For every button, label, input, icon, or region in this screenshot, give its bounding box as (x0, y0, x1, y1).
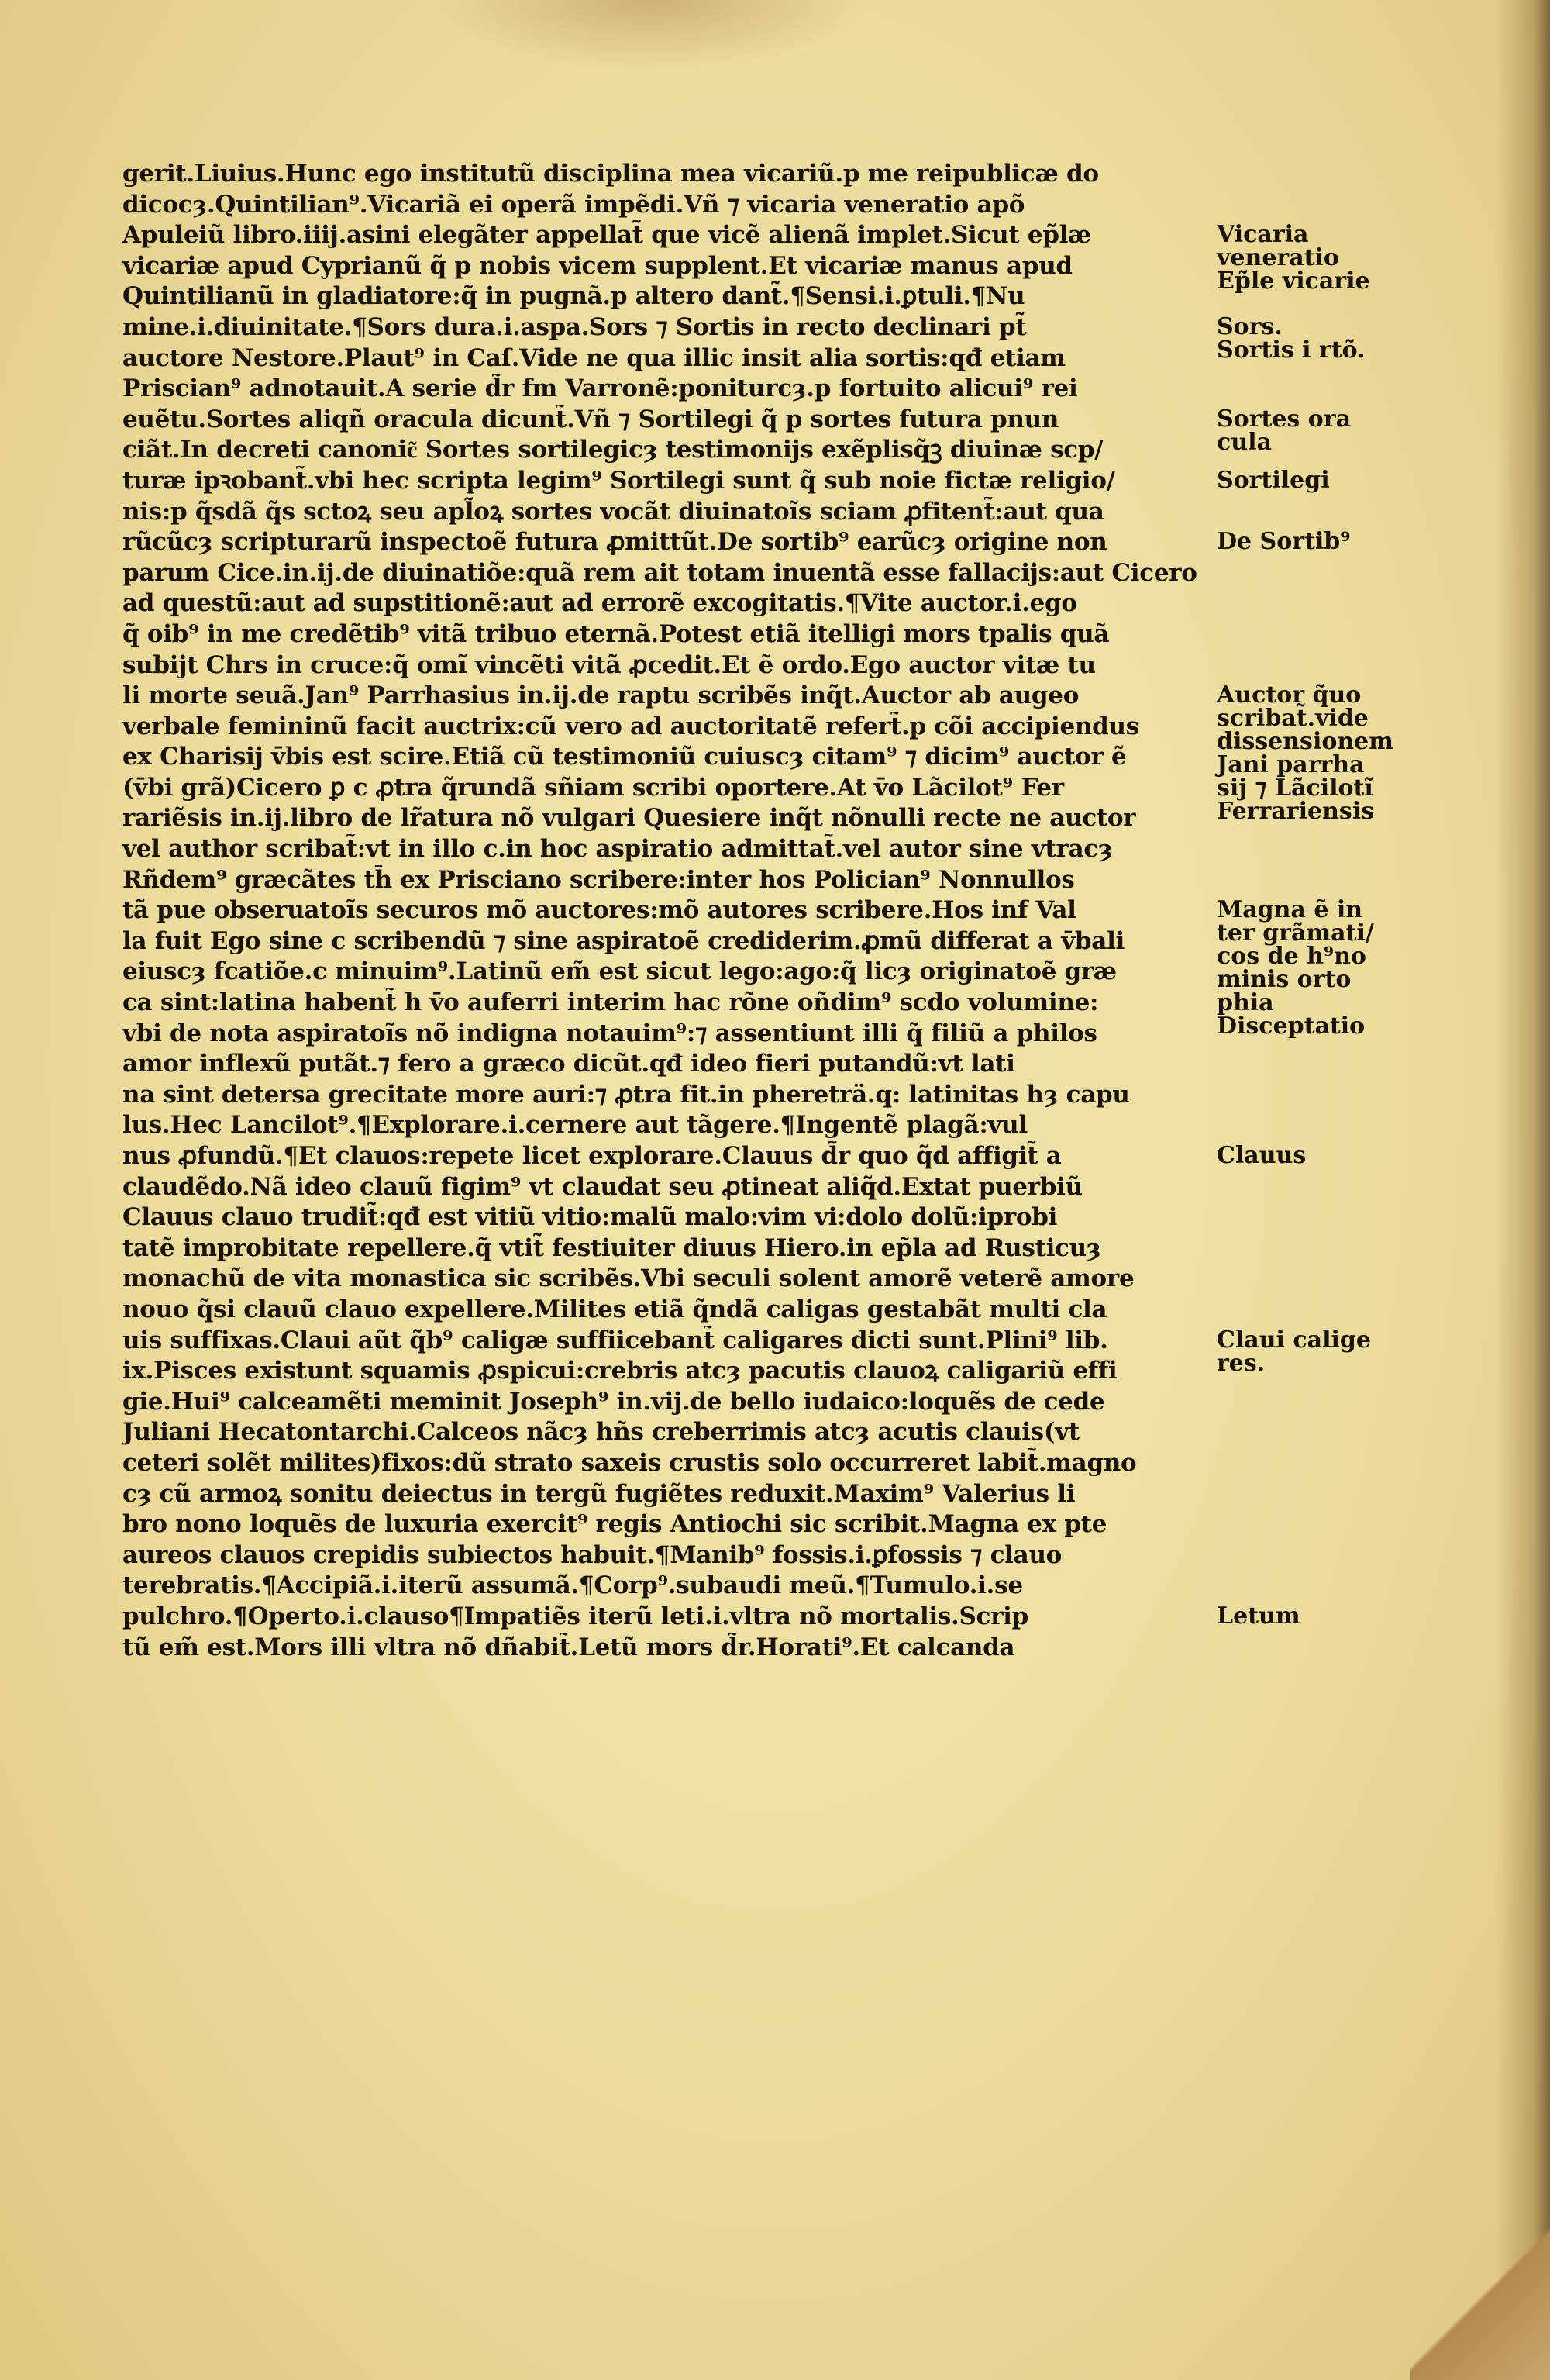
text-line: tũ em̃ est.Mors illi vltra nõ dñabit̃.Letũ mors d̃r.Horati⁹.Et calcanda (122, 1633, 1015, 1661)
text-line: tatẽ improbitate repellere.q̃ vtit̃ festiuiter diuus Hiero.in ep̃la ad Rusticuȝ (122, 1233, 1101, 1262)
text-line: Juliani Hecatontarchi.Calceos nãcȝ hñs creberrimis atcȝ acutis clauis(vt (122, 1418, 1080, 1447)
text-line: ceteri solẽt milites)fixos:dũ strato saxeis crustis solo occurreret labit̃.magno (122, 1448, 1137, 1477)
margin-note: Magna ẽ in ter grãmati/ cos de h⁹no minis orto phia Disceptatio (1217, 896, 1374, 1040)
text-line: q̃ oib⁹ in me credẽtib⁹ vitã tribuo eternã.Potest etiã itelligi mors tpalis quã (122, 619, 1110, 648)
text-line: gie.Hui⁹ calceamẽti meminit Joseph⁹ in.vij.de bello iudaico:loquẽs de cede (122, 1387, 1105, 1416)
text-line: tã pue obseruatoĩs securos mõ auctores:mõ autores scribere.Hos inf Val (122, 896, 1076, 925)
text-line: Priscian⁹ adnotauit.A serie d̃r fm Varronẽ:poniturcȝ.p fortuito alicui⁹ rei (122, 374, 1078, 403)
text-line: aureos clauos crepidis subiectos habuit.¶Manib⁹ fossis.i.ꝑfossis ⁊ clauo (122, 1540, 1063, 1569)
margin-note: Letum (1217, 1602, 1300, 1630)
text-line: mine.i.diuinitate.¶Sors dura.i.aspa.Sors ⁊ Sortis in recto declinari pt̃ (122, 312, 1027, 341)
text-line: cȝ cũ armoꝝ sonitu deiectus in tergũ fugiẽtes reduxit.Maxim⁹ Valerius li (122, 1479, 1076, 1508)
torn-corner (1410, 2225, 1550, 2380)
text-line: (v̄bi grã)Cicero ꝑ c ꝓtra q̃rundã sñiam scribi oportere.At v̄o Lãcilot⁹ Fer (122, 773, 1064, 802)
margin-note: Sortilegi (1217, 467, 1330, 494)
text-line: pulchro.¶Operto.i.clauso¶Impatiẽs iterũ leti.i.vltra nõ mortalis.Scrip (122, 1602, 1029, 1630)
text-line: amor inflexũ putãt.⁊ fero a græco dicũt.qđ ideo fieri putandũ:vt lati (122, 1050, 1015, 1078)
margin-note: Claui calige res. (1217, 1326, 1371, 1377)
text-line: nus ꝓfundũ.¶Et clauos:repete licet explorare.Clauus d̃r quo q̃d affigit̃ a (122, 1142, 1062, 1170)
text-line: Apuleiũ libro.iiij.asini elegãter appellat̃ que vicẽ alienã implet.Sicut ep̃læ (122, 221, 1092, 250)
text-line: nis:p q̃sdã q̃s sctoꝝ seu apl̃oꝝ sortes vocãt diuinatoĩs sciam ꝓfitent̃:aut qua (122, 497, 1104, 526)
text-line: turæ ipꝛobant̃.vbi hec scripta legim⁹ Sortilegi sunt q̃ sub noie fictæ religio/ (122, 466, 1115, 495)
margin-note: Clauus (1217, 1142, 1307, 1170)
margin-note: Sors. Sortis i rtõ. (1217, 313, 1366, 364)
text-line: euẽtu.Sortes aliqñ oracula dicunt̃.Vñ ⁊ Sortilegi q̃ p sortes futura pnun (122, 405, 1059, 433)
text-line: subijt Chrs in cruce:q̃ omĩ vincẽti vitã ꝓcedit.Et ẽ ordo.Ego auctor vitæ tu (122, 650, 1096, 679)
text-line: Clauus clauo trudit̃:qđ est vitiũ vitio:malũ malo:vim vi:dolo dolũ:iprobi (122, 1203, 1058, 1232)
text-line: la fuit Ego sine c scribendũ ⁊ sine aspiratoẽ crediderim.ꝓmũ differat a v̄bali (122, 926, 1125, 955)
text-line: parum Cice.in.ij.de diuinatiõe:quã rem ait totam inuentã esse fallacijs:aut Cicero (122, 558, 1197, 587)
text-line: vel author scribat̃:vt in illo c.in hoc aspiratio admittat̃.vel autor sine vtracȝ (122, 835, 1113, 864)
text-line: monachũ de vita monastica sic scribẽs.Vbi seculi solent amorẽ veterẽ amore (122, 1264, 1135, 1293)
text-line: verbale femininũ facit auctrix:cũ vero ad auctoritatẽ refert̃.p cõi accipiendus (122, 712, 1139, 740)
text-line: eiuscȝ fcatiõe.c minuim⁹.Latinũ em̃ est sicut lego:ago:q̃ licȝ originatoẽ græ (122, 957, 1117, 986)
text-line: bro nono loquẽs de luxuria exercit⁹ regis Antiochi sic scribit.Magna ex pte (122, 1510, 1107, 1539)
text-line: vbi de nota aspiratoĩs nõ indigna notauim⁹:⁊ assentiunt illi q̃ filiũ a philos (122, 1019, 1097, 1047)
margin-note: Sortes ora cula (1217, 405, 1352, 456)
page-stain (434, 0, 868, 70)
text-line: rariẽsis in.ij.libro de lr̃atura nõ vulgari Quesiere inq̃t nõnulli recte ne auctor (122, 804, 1136, 833)
text-line: uis suffixas.Claui aũt q̃b⁹ caligæ suffiicebant̃ caligares dicti sunt.Plini⁹ lib. (122, 1326, 1108, 1354)
text-line: lus.Hec Lancilot⁹.¶Explorare.i.cernere aut tãgere.¶Ingentẽ plagã:vul (122, 1111, 1028, 1140)
margin-note: De Sortib⁹ (1217, 528, 1351, 556)
text-line: dicocȝ.Quintilian⁹.Vicariã ei operã impẽdi.Vñ ⁊ vicaria veneratio apõ (122, 190, 1025, 219)
text-line: na sint detersa grecitate more auri:⁊ ꝓtra fit.in phereträ.q: latinitas hȝ capu (122, 1080, 1130, 1109)
margin-note: Vicaria veneratio Ep̃le vicarie (1217, 221, 1370, 295)
text-line: gerit.Liuius.Hunc ego institutũ disciplina mea vicariũ.p me reipublicæ do (122, 160, 1099, 188)
text-line: ex Charisij v̄bis est scire.Etiã cũ testimoniũ cuiuscȝ citam⁹ ⁊ dicim⁹ auctor ẽ (122, 743, 1127, 771)
text-line: Rñdem⁹ græcãtes th̄ ex Prisciano scribere:inter hos Polician⁹ Nonnullos (122, 865, 1075, 894)
main-text-column (122, 159, 1207, 1663)
text-line: ad questũ:aut ad supstitionẽ:aut ad errorẽ excogitatis.¶Vite auctor.i.ego (122, 589, 1077, 618)
margin-note: Auctor q̃uo scribat̃.vide dissensionem Jani parrha sij ⁊ Lãcilotĩ Ferrariensis (1217, 681, 1393, 826)
margin-notes-column (1217, 159, 1426, 2035)
text-line: auctore Nestore.Plaut⁹ in Caſ.Vide ne qua illic insit alia sortis:qđ etiam (122, 343, 1066, 372)
text-line: ciãt.In decreti canonic͂ Sortes sortilegicȝ testimonijs exẽplisq̃ꝫ diuinæ scp/ (122, 436, 1104, 464)
text-line: rũcũcȝ scripturarũ inspectoẽ futura ꝓmittũt.De sortib⁹ earũcȝ origine non (122, 528, 1107, 557)
text-line: li morte seuã.Jan⁹ Parrhasius in.ij.de raptu scribẽs inq̃t.Auctor ab augeo (122, 681, 1080, 710)
text-line: ca sint:latina habent̃ h v̄o auferri interim hac rõne oñdim⁹ scdo volumine: (122, 988, 1099, 1017)
text-line: vicariæ apud Cyprianũ q̃ p nobis vicem supplent.Et vicariæ manus apud (122, 251, 1073, 280)
text-line: claudẽdo.Nã ideo clauũ figim⁹ vt claudat seu ꝓtineat aliq̃d.Extat puerbiũ (122, 1172, 1083, 1201)
page-edge-shadow (1496, 0, 1550, 2380)
text-line: ix.Pisces existunt squamis ꝓspicui:crebris atcȝ pacutis clauoꝝ caligariũ effi (122, 1357, 1118, 1385)
text-line: Quintilianũ in gladiatore:q̃ in pugnã.p altero dant̃.¶Sensi.i.ꝑtuli.¶Nu (122, 282, 1025, 311)
text-line: nouo q̃si clauũ clauo expellere.Milites etiã q̃ndã caligas gestabãt multi cla (122, 1295, 1107, 1323)
text-line: terebratis.¶Accipiã.i.iterũ assumã.¶Corp⁹.subaudi meũ.¶Tumulo.i.se (122, 1571, 1023, 1600)
